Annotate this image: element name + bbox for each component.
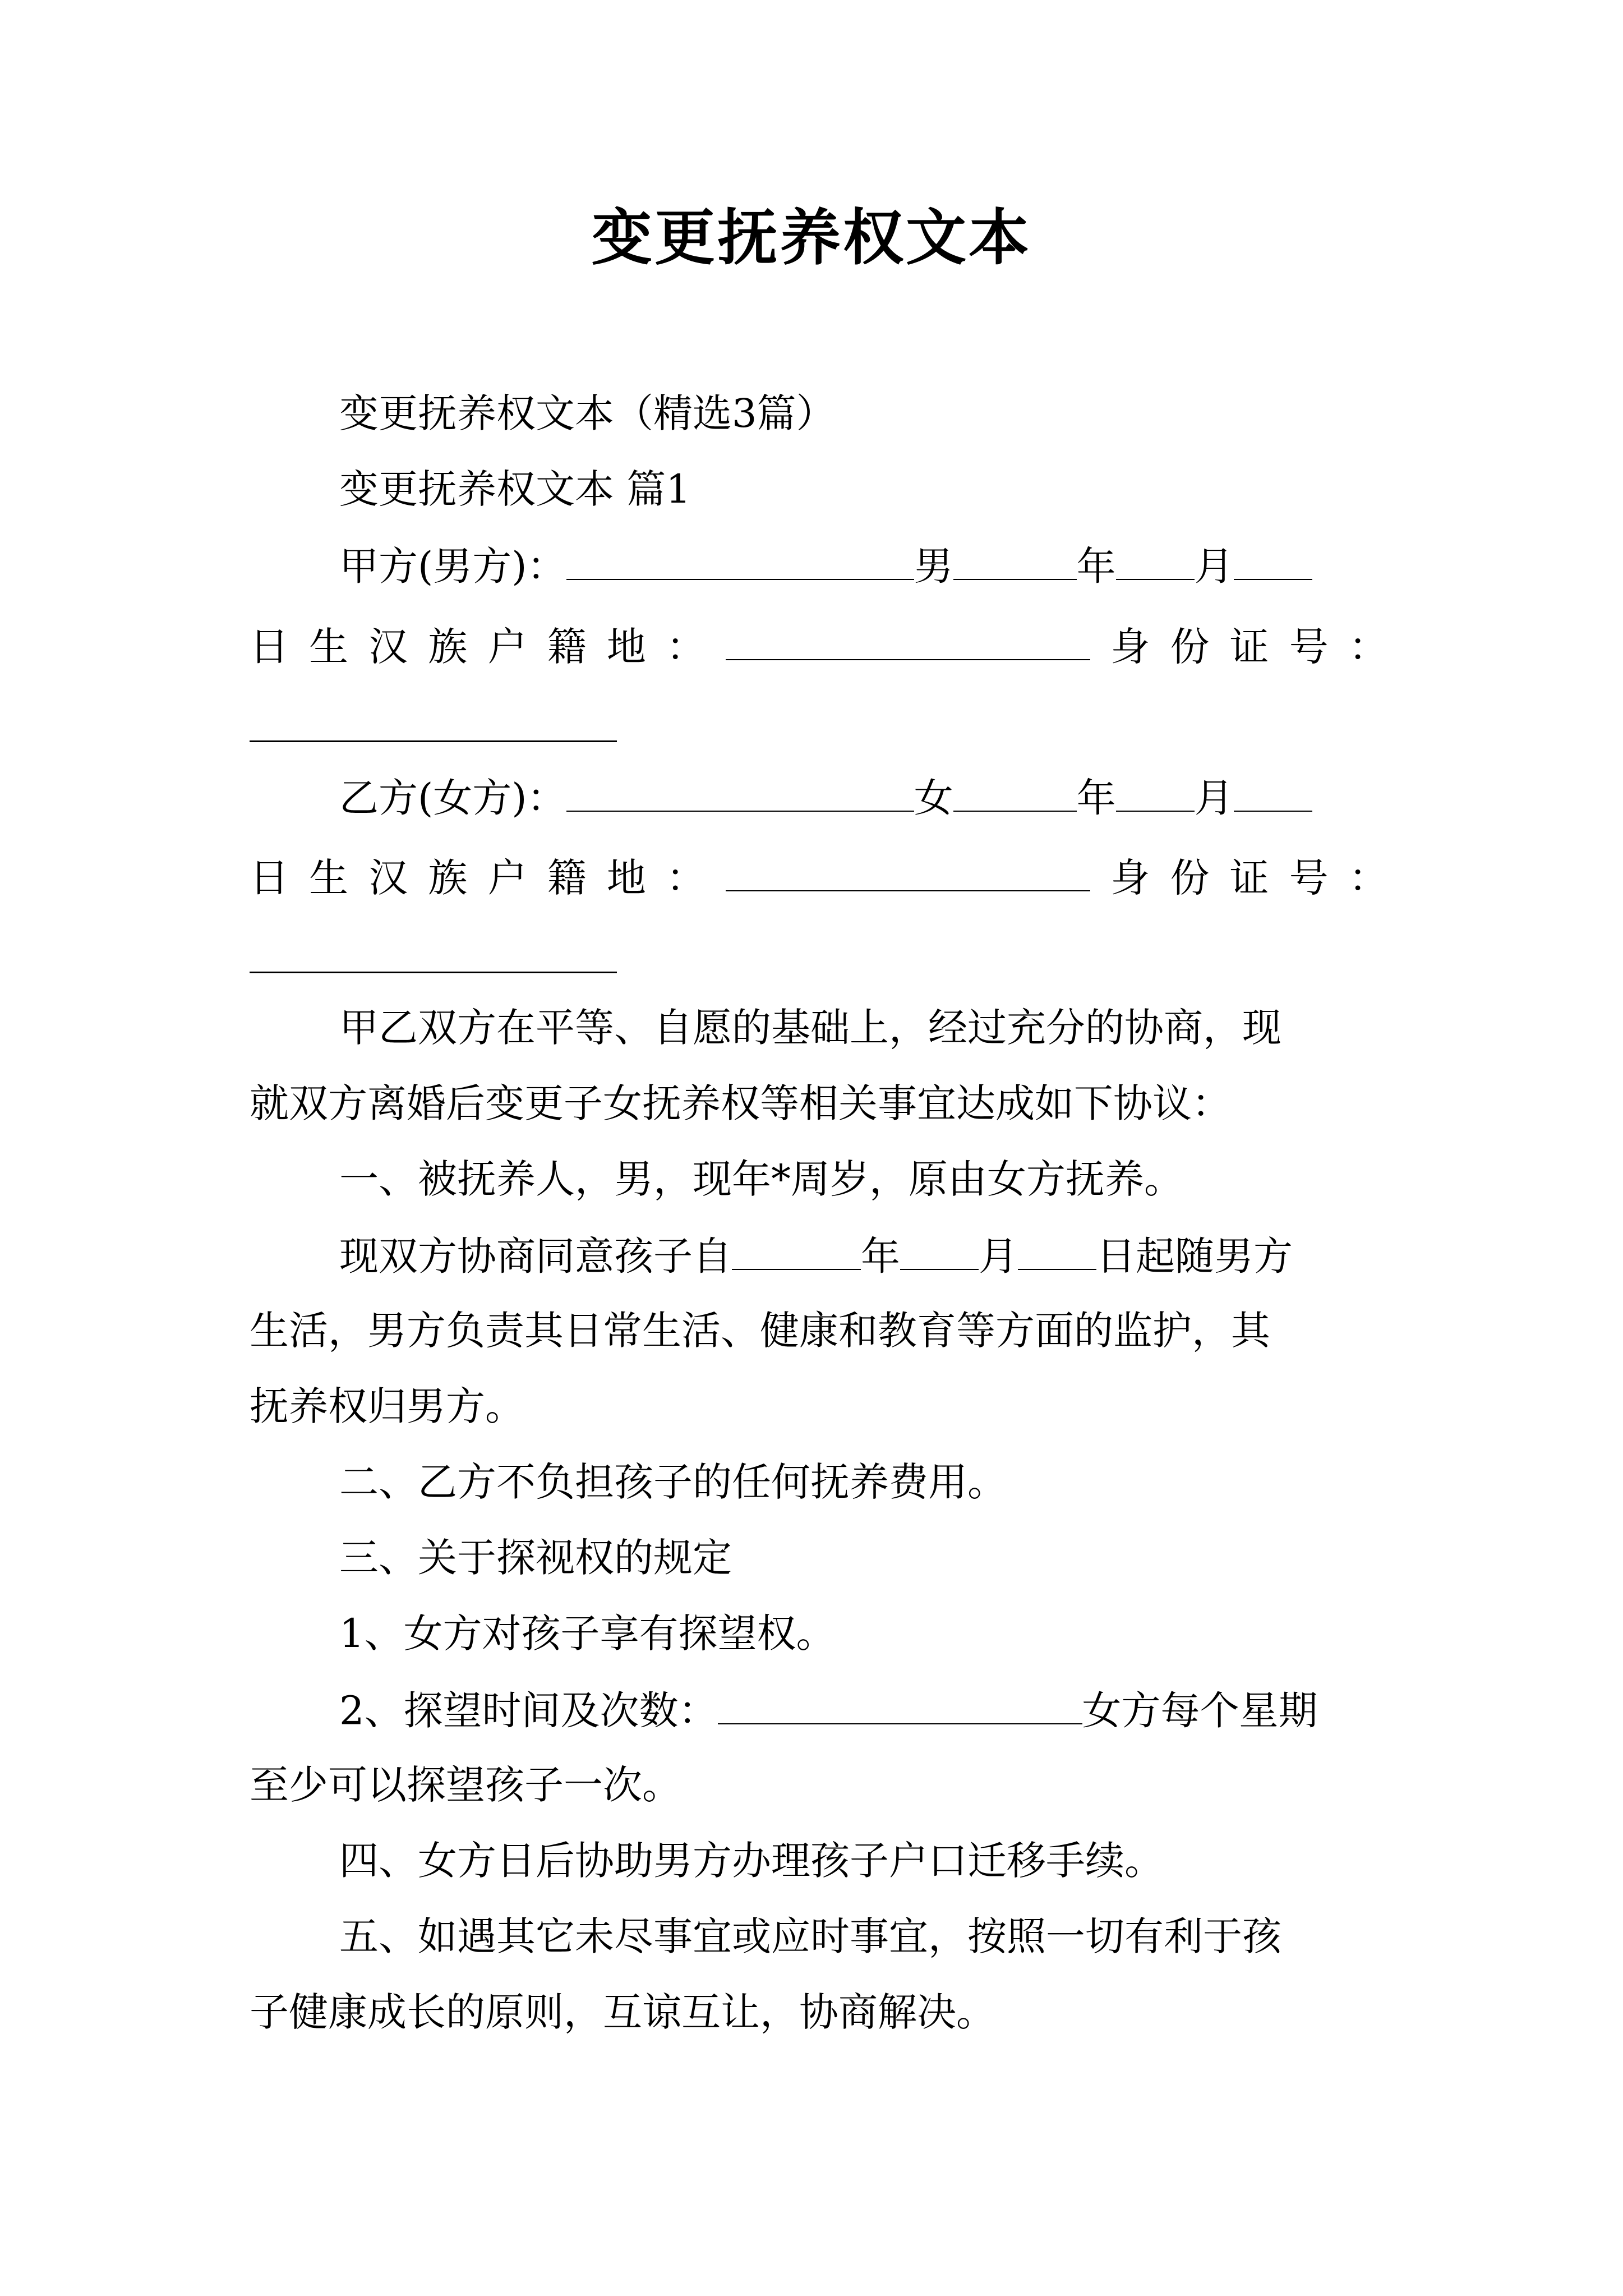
party-a-name-blank [566, 541, 914, 580]
clause-5-line2: 子健康成长的原则，互谅互让，协商解决。 [250, 1989, 995, 2035]
party-b-day-label: 日 [250, 854, 289, 901]
text-char: 户 [487, 623, 527, 670]
clause-1: 一、被抚养人，男，现年*周岁，原由女方抚养。 [339, 1156, 1183, 1202]
party-a-domicile-blank [726, 622, 1090, 660]
clause-5-line1: 五、如遇其它未尽事宜或应时事宜，按照一切有利于孩 [339, 1913, 1281, 1959]
party-b-gender: 女 [914, 775, 953, 821]
text-char: 号 [1289, 854, 1329, 901]
party-a-line2 [250, 622, 1388, 670]
party-a-label: 甲方(男方)： [339, 543, 566, 590]
clause-1-detail-text: 现双方协商同意孩子自 [339, 1233, 732, 1280]
clause-2: 二、乙方不负担孩子的任何抚养费用。 [339, 1459, 1007, 1505]
visit-schedule-text: 女方每个星期 [1082, 1687, 1318, 1734]
text-char: 身 [1110, 854, 1150, 901]
paragraph-intro-line2: 就双方离婚后变更子女抚养权等相关事宜达成如下协议： [250, 1080, 1231, 1126]
document-title: 变更抚养权文本 [591, 203, 1031, 273]
text-char: 籍 [547, 623, 587, 670]
start-month-label: 月 [979, 1233, 1018, 1280]
text-char: 证 [1229, 623, 1269, 670]
visit-schedule-label: 2、探望时间及次数： [339, 1687, 718, 1734]
text-char: 生 [309, 623, 349, 670]
text-char: 地 [606, 854, 646, 901]
party-a-id-blank [250, 740, 617, 742]
start-year-label: 年 [861, 1233, 900, 1280]
party-b-label: 乙方(女方)： [339, 775, 566, 821]
visit-schedule-blank [718, 1686, 1082, 1724]
party-a-line [250, 541, 1388, 590]
party-a-birth-day-blank [1234, 541, 1312, 580]
party-a-month-label: 月 [1194, 543, 1234, 590]
text-char: 汉 [368, 854, 408, 901]
text-char: ： [1348, 623, 1388, 670]
party-b-line [250, 773, 1388, 822]
clause-3-item-2-line1 [250, 1686, 1388, 1734]
party-a-day-label: 日 [250, 623, 289, 670]
text-char: 籍 [547, 854, 587, 901]
party-a-gender: 男 [914, 543, 953, 590]
party-a-year-label: 年 [1076, 543, 1116, 590]
text-char: ： [1348, 854, 1388, 901]
start-year-blank [732, 1231, 861, 1270]
text-char: 份 [1170, 623, 1210, 670]
party-b-birth-day-blank [1234, 773, 1312, 812]
clause-3-heading: 三、关于探视权的规定 [339, 1535, 732, 1581]
text-char: 汉 [368, 623, 408, 670]
text-char: 号 [1289, 623, 1329, 670]
subtitle: 变更抚养权文本（精选3篇） [339, 390, 836, 436]
paragraph-intro-line1: 甲乙双方在平等、自愿的基础上，经过充分的协商，现 [339, 1005, 1281, 1051]
party-b-line2 [250, 853, 1388, 901]
text-char: 族 [428, 623, 468, 670]
text-char: 证 [1229, 854, 1269, 901]
clause-3-item-1: 1、女方对孩子享有探望权。 [339, 1611, 836, 1657]
start-day-blank [1018, 1231, 1096, 1270]
start-month-blank [900, 1231, 979, 1270]
party-b-domicile-blank [726, 853, 1090, 891]
text-char: 份 [1170, 854, 1210, 901]
party-a-birth-year-blank [953, 541, 1077, 580]
party-b-birth-year-blank [953, 773, 1077, 812]
party-b-name-blank [566, 773, 914, 812]
text-char: ： [666, 623, 706, 670]
text-char: ： [666, 854, 706, 901]
party-b-month-label: 月 [1194, 775, 1234, 821]
party-b-year-label: 年 [1076, 775, 1116, 821]
party-a-birth-month-blank [1116, 541, 1195, 580]
party-b-birth-month-blank [1116, 773, 1195, 812]
text-char: 生 [309, 854, 349, 901]
clause-1-detail-line2: 生活，男方负责其日常生活、健康和教育等方面的监护，其 [250, 1308, 1270, 1354]
clause-4: 四、女方日后协助男方办理孩子户口迁移手续。 [339, 1838, 1164, 1884]
clause-1-detail-text-end: 日起随男方 [1096, 1233, 1293, 1280]
clause-3-item-2-line2: 至少可以探望孩子一次。 [250, 1762, 681, 1808]
clause-1-detail-line1 [250, 1231, 1388, 1280]
text-char: 族 [428, 854, 468, 901]
text-char: 户 [487, 854, 527, 901]
text-char: 身 [1110, 623, 1150, 670]
text-char: 地 [606, 623, 646, 670]
clause-1-detail-line3: 抚养权归男方。 [250, 1383, 524, 1429]
section-heading: 变更抚养权文本 篇1 [339, 466, 691, 512]
party-b-id-blank [250, 972, 617, 973]
